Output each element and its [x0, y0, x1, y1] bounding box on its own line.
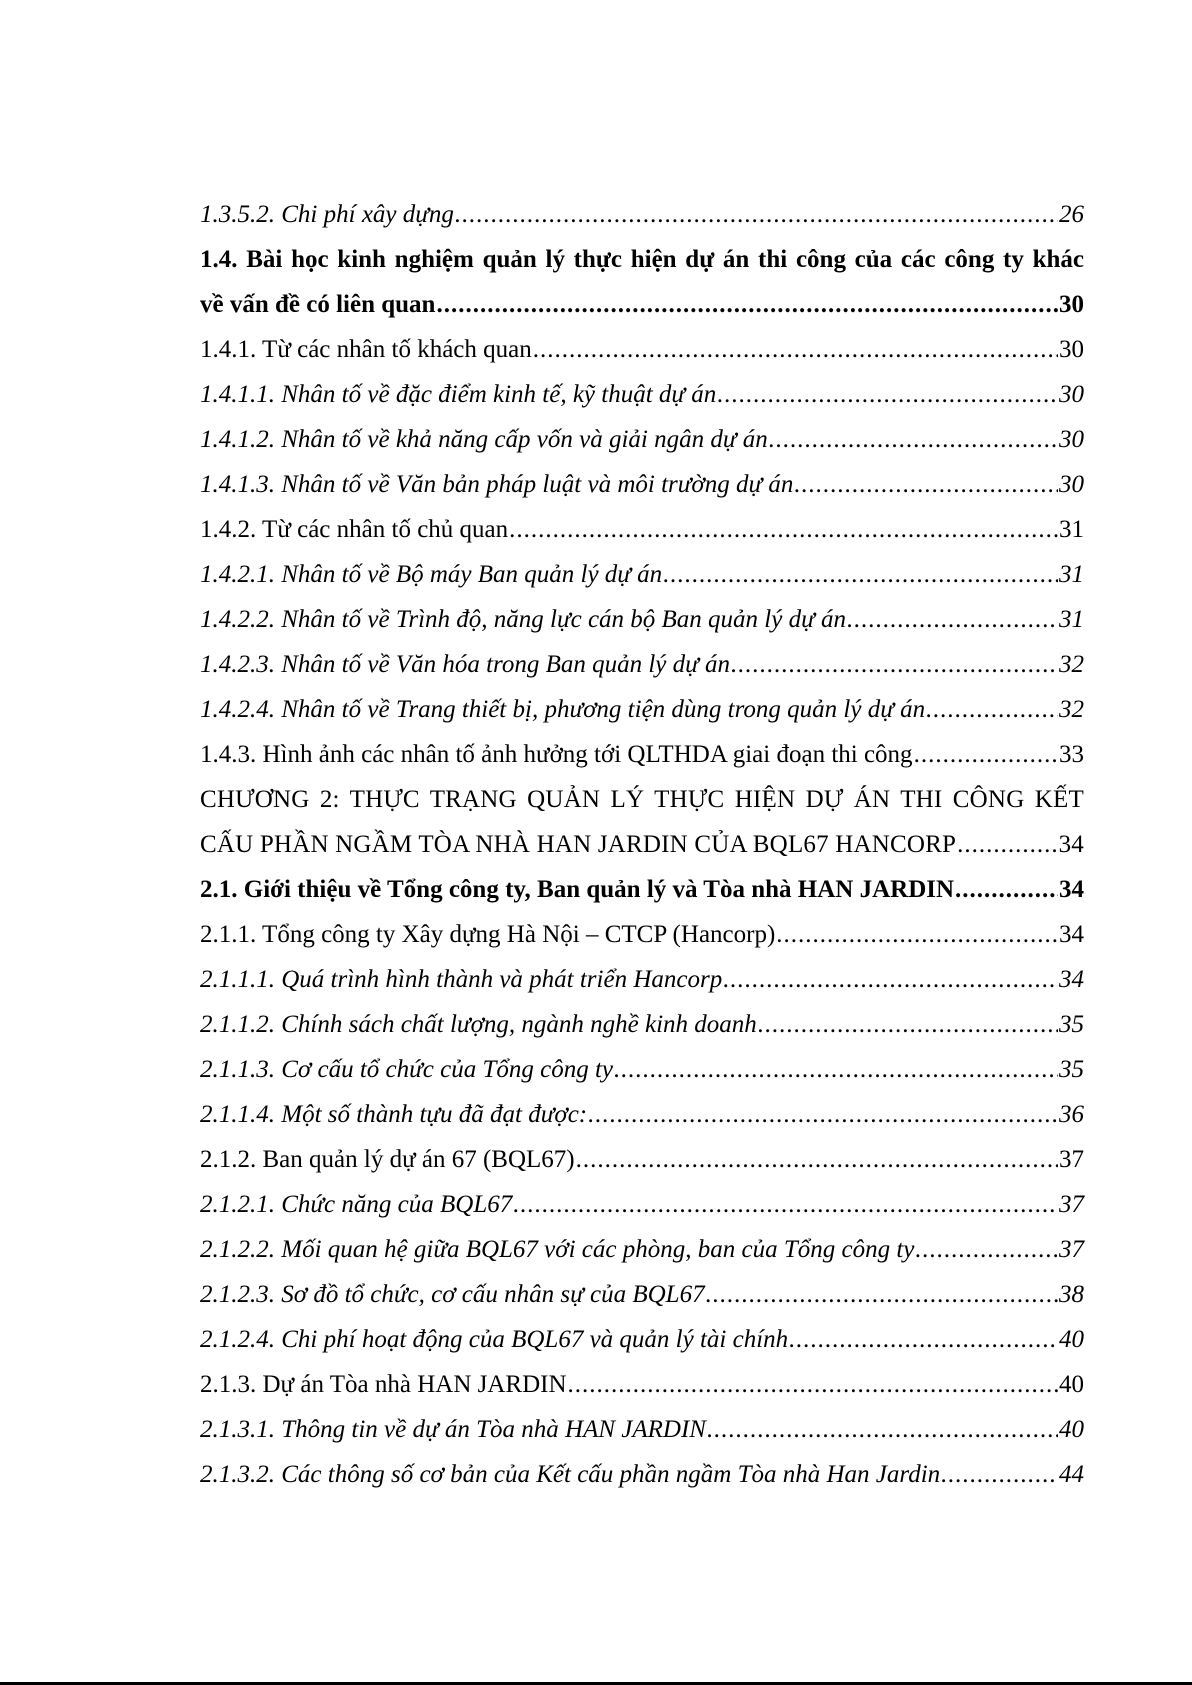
toc-entry-page: 30	[1059, 291, 1084, 318]
dot-leader	[513, 1182, 1058, 1227]
toc-entry-page: 26	[1059, 201, 1084, 228]
toc-entry[interactable]	[200, 1272, 1084, 1317]
dot-leader	[789, 1317, 1058, 1362]
dot-leader	[436, 282, 1058, 327]
toc-entry[interactable]	[200, 1362, 1084, 1407]
dot-leader	[576, 1137, 1058, 1182]
toc-entry-label: 1.4.2.1. Nhân tố về Bộ máy Ban quản lý dự án	[200, 561, 663, 588]
dot-leader	[614, 1047, 1058, 1092]
toc-entry[interactable]	[200, 372, 1084, 417]
toc-entry-multiline[interactable]	[200, 777, 1084, 867]
toc-entry-page: 30	[1059, 336, 1084, 363]
toc-entry[interactable]	[200, 552, 1084, 597]
toc-entry[interactable]	[200, 1407, 1084, 1452]
dot-leader	[455, 192, 1058, 237]
toc-entry-page: 34	[1058, 831, 1084, 858]
dot-leader	[588, 1092, 1058, 1137]
dot-leader	[663, 552, 1058, 597]
dot-leader	[955, 867, 1058, 912]
toc-entry-page: 36	[1059, 1101, 1084, 1128]
toc-entry[interactable]	[200, 1182, 1084, 1227]
dot-leader	[731, 642, 1058, 687]
toc-entry-page: 40	[1059, 1371, 1084, 1398]
toc-entry-page: 32	[1059, 651, 1084, 678]
dot-leader	[717, 372, 1058, 417]
toc-entry-label: 2.1.3. Dự án Tòa nhà HAN JARDIN	[200, 1371, 567, 1398]
dot-leader	[957, 822, 1057, 867]
toc-entry-page: 31	[1059, 516, 1084, 543]
toc-entry-label: về vấn đề có liên quan	[200, 291, 436, 318]
toc-entry[interactable]	[200, 1047, 1084, 1092]
toc-entry-label: CẤU PHẦN NGẦM TÒA NHÀ HAN JARDIN CỦA BQL67 HANCORP	[200, 831, 957, 858]
toc-entry-label: 2.1.3.1. Thông tin về dự án Tòa nhà HAN JARDIN	[200, 1416, 706, 1443]
toc-entry-page: 44	[1059, 1461, 1084, 1488]
toc-entry-page: 37	[1059, 1146, 1084, 1173]
dot-leader	[707, 1407, 1058, 1452]
toc-entry-page: 30	[1059, 471, 1084, 498]
toc-entry-label: 2.1.1.1. Quá trình hình thành và phát triển Hancorp	[200, 966, 723, 993]
dot-leader	[847, 597, 1058, 642]
toc-entry-label: 2.1.2.4. Chi phí hoạt động của BQL67 và quản lý tài chính	[200, 1326, 789, 1353]
toc-entry-label: 1.4.1.1. Nhân tố về đặc điểm kinh tế, kỹ thuật dự án	[200, 381, 717, 408]
toc-entry-label: 2.1.2.3. Sơ đồ tổ chức, cơ cấu nhân sự của BQL67	[200, 1281, 705, 1308]
dot-leader	[926, 687, 1058, 732]
toc-entry-label: 2.1.1.2. Chính sách chất lượng, ngành nghề kinh doanh	[200, 1011, 757, 1038]
toc-entry-label: 1.4.3. Hình ảnh các nhân tố ảnh hưởng tới QLTHDA giai đoạn thi công	[200, 741, 913, 768]
toc-entry-last-line	[200, 282, 1084, 327]
toc-entry[interactable]	[200, 1002, 1084, 1047]
toc-entry[interactable]	[200, 507, 1084, 552]
toc-entry-page: 34	[1059, 876, 1084, 903]
toc-entry-label: 2.1.2. Ban quản lý dự án 67 (BQL67)	[200, 1146, 575, 1173]
dot-leader	[794, 462, 1058, 507]
toc-entry-label: 1.4.2. Từ các nhân tố chủ quan	[200, 516, 509, 543]
toc-entry[interactable]	[200, 957, 1084, 1002]
toc-entry[interactable]	[200, 687, 1084, 732]
toc-entry-multiline[interactable]	[200, 237, 1084, 327]
toc-entry-page: 33	[1059, 741, 1084, 768]
toc-entry-page: 30	[1059, 426, 1084, 453]
dot-leader	[915, 1227, 1058, 1272]
dot-leader	[941, 1452, 1058, 1497]
dot-leader	[533, 327, 1058, 372]
toc-entry-page: 35	[1059, 1011, 1084, 1038]
dot-leader	[509, 507, 1058, 552]
toc-entry-page: 40	[1059, 1416, 1084, 1443]
toc-entry[interactable]	[200, 417, 1084, 462]
toc-entry[interactable]	[200, 327, 1084, 372]
toc-entry-page: 32	[1059, 696, 1084, 723]
toc-entry-label: 2.1.1.4. Một số thành tựu đã đạt được:	[200, 1101, 588, 1128]
toc-entry[interactable]	[200, 462, 1084, 507]
toc-entry[interactable]	[200, 1317, 1084, 1362]
toc-entry-label-line: CHƯƠNG 2: THỰC TRẠNG QUẢN LÝ THỰC HIỆN DỰ ÁN THI CÔNG KẾT	[200, 786, 1084, 813]
toc-entry-label: 1.4.2.3. Nhân tố về Văn hóa trong Ban quản lý dự án	[200, 651, 731, 678]
toc-entry[interactable]	[200, 1227, 1084, 1272]
dot-leader	[568, 1362, 1058, 1407]
toc-entry-page: 37	[1059, 1191, 1084, 1218]
toc-entry[interactable]	[200, 1452, 1084, 1497]
toc-entry-label: 1.3.5.2. Chi phí xây dựng	[200, 201, 454, 228]
toc-entry-label: 2.1.2.2. Mối quan hệ giữa BQL67 với các phòng, ban của Tổng công ty	[200, 1236, 915, 1263]
toc-entry[interactable]	[200, 867, 1084, 912]
toc-entry[interactable]	[200, 912, 1084, 957]
toc-entry-label: 2.1.2.1. Chức năng của BQL67	[200, 1191, 513, 1218]
dot-leader	[758, 1002, 1058, 1047]
toc-entry-label: 2.1.1.3. Cơ cấu tổ chức của Tổng công ty	[200, 1056, 614, 1083]
toc-entry[interactable]	[200, 192, 1084, 237]
toc-entry-page: 34	[1059, 966, 1084, 993]
toc-entry[interactable]	[200, 642, 1084, 687]
toc-entry-label: 1.4.1.3. Nhân tố về Văn bản pháp luật và môi trường dự án	[200, 471, 794, 498]
toc-entry-page: 31	[1059, 561, 1084, 588]
table-of-contents	[200, 192, 1084, 1497]
toc-entry[interactable]	[200, 1137, 1084, 1182]
dot-leader	[706, 1272, 1058, 1317]
dot-leader	[723, 957, 1058, 1002]
toc-entry-label: 1.4.2.2. Nhân tố về Trình độ, năng lực cán bộ Ban quản lý dự án	[200, 606, 846, 633]
dot-leader	[776, 912, 1058, 957]
toc-entry-page: 40	[1059, 1326, 1084, 1353]
toc-entry-page: 34	[1059, 921, 1084, 948]
toc-entry[interactable]	[200, 1092, 1084, 1137]
toc-entry-label: 1.4.1.2. Nhân tố về khả năng cấp vốn và giải ngân dự án	[200, 426, 768, 453]
toc-entry-label: 1.4.1. Từ các nhân tố khách quan	[200, 336, 532, 363]
dot-leader	[769, 417, 1058, 462]
toc-entry[interactable]	[200, 732, 1084, 777]
toc-entry-page: 38	[1059, 1281, 1084, 1308]
toc-entry-label-line: 1.4. Bài học kinh nghiệm quản lý thực hiện dự án thi công của các công ty khác	[200, 246, 1084, 273]
toc-entry[interactable]	[200, 597, 1084, 642]
toc-entry-page: 31	[1059, 606, 1084, 633]
toc-entry-page: 37	[1059, 1236, 1084, 1263]
dot-leader	[914, 732, 1058, 777]
toc-entry-last-line	[200, 822, 1084, 867]
toc-entry-label: 2.1.1. Tổng công ty Xây dựng Hà Nội – CTCP (Hancorp)	[200, 921, 776, 948]
toc-entry-label: 1.4.2.4. Nhân tố về Trang thiết bị, phương tiện dùng trong quản lý dự án	[200, 696, 926, 723]
toc-entry-label: 2.1. Giới thiệu về Tổng công ty, Ban quản lý và Tòa nhà HAN JARDIN	[200, 876, 955, 903]
toc-entry-page: 30	[1059, 381, 1084, 408]
toc-entry-page: 35	[1059, 1056, 1084, 1083]
toc-entry-label: 2.1.3.2. Các thông số cơ bản của Kết cấu phần ngầm Tòa nhà Han Jardin	[200, 1461, 941, 1488]
